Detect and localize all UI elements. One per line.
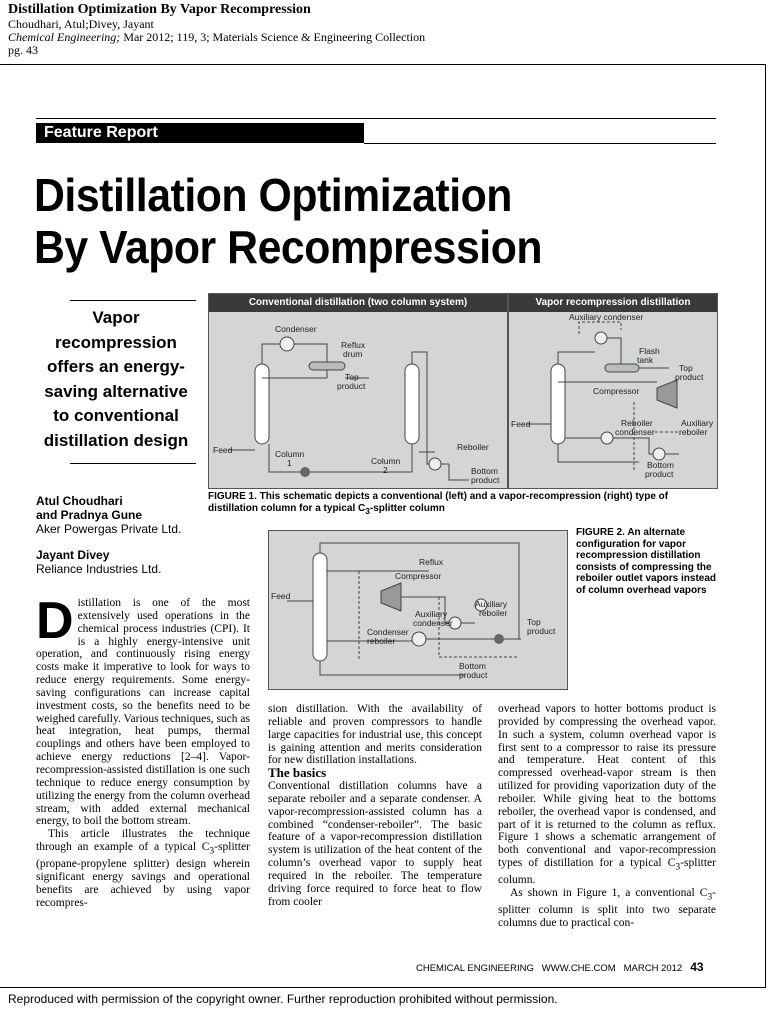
label-top-product: Top: [345, 372, 359, 382]
deck-line: to conventional: [53, 406, 179, 425]
label-column-1: Column: [275, 449, 305, 459]
label-feed: Feed: [511, 419, 531, 429]
label-aux-reboiler: Auxiliary: [475, 599, 508, 609]
label-reboiler-condenser: Reboiler: [621, 418, 653, 428]
drop-cap: D: [36, 592, 74, 650]
aux-reboiler-shape: [653, 448, 665, 460]
figure-1-caption-text: This schematic depicts a conventional (left) and a vapor-recompression (right) type of distillation column for a typical C: [208, 491, 669, 514]
label-reboiler-condenser: condenser: [615, 427, 655, 437]
deck-line: Vapor: [92, 308, 140, 327]
headline-line-1: Distillation Optimization: [34, 169, 512, 221]
body-text: -splitter column is split into two separate columns due to practical con-: [498, 887, 716, 930]
figure-1: [208, 293, 716, 487]
label-top-product: product: [675, 372, 704, 382]
document-citation: [8, 31, 425, 44]
body-paragraph: sion distillation. With the availability of reliable and proven compressors to handle large capacities for industrial use, this concept is gaining attention and merits consideration for new distillation installations.: [268, 703, 482, 767]
fig2-condenser-reboiler-shape: [412, 632, 426, 646]
figure-1-right-title: Vapor recompression distillation: [509, 294, 717, 312]
label-flash-tank: Flash: [639, 346, 660, 356]
body-paragraph: [498, 703, 716, 887]
label-condenser: Condenser: [275, 324, 317, 334]
figure-2-caption-text: An alternate configuration for vapor recompression distillation consists of compressing the reboiler outlet vapors instead of column overhead vapors: [576, 527, 717, 596]
label-bottom-product: product: [471, 475, 500, 485]
label-reflux-drum: drum: [343, 349, 363, 359]
compressor-shape: [657, 380, 677, 408]
author-affiliation: Aker Powergas Private Ltd.: [36, 522, 182, 536]
label-reflux: Reflux: [419, 557, 444, 567]
figure-1-caption-end: -splitter column: [369, 502, 445, 514]
conventional-distillation-schematic: [209, 312, 507, 488]
condenser-shape: [280, 337, 294, 351]
headline-line-2: By Vapor Recompression: [34, 221, 543, 273]
journal-name: Chemical Engineering;: [8, 30, 121, 44]
author-name: Atul Choudhari: [36, 494, 123, 508]
label-aux-condenser: Auxiliary condenser: [569, 312, 644, 322]
figure-1-caption-label: FIGURE 1.: [208, 491, 257, 502]
deck-line: offers an energy-: [47, 357, 185, 376]
deck-line: recompression: [55, 332, 177, 352]
deck-line: distillation design: [43, 430, 189, 450]
label-top-product: Top: [679, 363, 693, 373]
flash-tank-shape: [605, 364, 639, 372]
subscript: 3: [209, 845, 215, 857]
body-column-3: [498, 703, 716, 930]
section-label: Feature Report: [36, 123, 364, 143]
label-condenser-reboiler: Condenser: [367, 627, 409, 637]
label-reflux-drum: Reflux: [341, 340, 366, 350]
figure-2: [268, 530, 568, 690]
fig2-column-shape: [313, 553, 327, 661]
figure-1-left-title: Conventional distillation (two column system): [209, 294, 507, 312]
section-rule: [364, 143, 716, 144]
reproduction-notice: Reproduced with permission of the copyright owner. Further reproduction prohibited without permission.: [8, 992, 558, 1006]
label-top-product: product: [337, 381, 366, 391]
aux-condenser-shape: [595, 332, 607, 344]
body-paragraph: Conventional distillation columns have a separate reboiler and a separate condenser. A vapor-recompression-assisted column has a combined “condenser-reboiler”. The basic feature of a vapor-recompression distillation system is utilization of the heat content of the column’s overhead vapor to supply heat required in the reboiler. The temperature driving force required to force heat to flow from cooler: [268, 780, 482, 908]
label-bottom-product: Bottom: [647, 460, 674, 470]
document-authors: Choudhari, Atul;Divey, Jayant: [8, 17, 154, 31]
figure-2-caption: [576, 527, 718, 596]
alternate-vapor-recompression-schematic: [269, 531, 567, 689]
deck-rule-bottom: [70, 463, 196, 464]
author-block-1: [36, 494, 181, 536]
body-paragraph: [498, 887, 716, 930]
label-flash-tank: tank: [637, 355, 654, 365]
figure-1-caption: [208, 491, 716, 517]
label-aux-condenser: Auxiliary: [415, 609, 448, 619]
label-bottom-product: product: [459, 670, 488, 680]
reflux-drum-shape: [309, 362, 345, 370]
figure-1-caption-subscript: 3: [365, 505, 370, 516]
fig2-compressor-shape: [381, 583, 401, 611]
vr-column-shape: [551, 364, 565, 444]
deck-line: saving alternative: [44, 381, 188, 401]
label-aux-reboiler: reboiler: [479, 608, 508, 618]
author-affiliation: Reliance Industries Ltd.: [36, 562, 162, 576]
label-aux-reboiler: reboiler: [679, 427, 708, 437]
page-number: 43: [690, 960, 704, 974]
document-page: pg. 43: [8, 43, 38, 57]
label-reboiler: Reboiler: [457, 442, 489, 452]
label-column-2: 2: [383, 465, 388, 475]
label-bottom-product: Bottom: [471, 466, 498, 476]
body-column-2: [268, 703, 482, 909]
body-text: -splitter column.: [498, 857, 716, 887]
label-compressor: Compressor: [593, 386, 640, 396]
body-text: As shown in Figure 1, a conventional C: [510, 887, 708, 900]
label-feed: Feed: [213, 445, 233, 455]
author-block-2: [36, 548, 161, 576]
reboiler-condenser-shape: [601, 432, 613, 444]
body-paragraph: [36, 828, 250, 909]
label-aux-reboiler: Auxiliary: [681, 418, 714, 428]
subscript: 3: [707, 891, 713, 903]
top-rule: [36, 118, 716, 119]
column-2-shape: [405, 364, 419, 444]
label-feed: Feed: [271, 591, 291, 601]
author-name: and Pradnya Gune: [36, 508, 143, 522]
body-text: -splitter (propane-propylene splitter) design wherein significant energy savings and operational benefits are achieved by using vapor recompres-: [36, 841, 250, 909]
body-text: overhead vapors to hotter bottoms product is provided by compressing the overhead vapor. In such a system, column overhead vapor is first sent to a compressor to raise its pressure and temperature. Heat content of this compressed overhead-vapor stream is then utilized for providing vaporization duty of the reboiler. While giving heat to the bottoms reboiler, the overhead vapor is condensed, and part of it is returned to the column as reflux. Figure 1 shows a schematic arrangement of both conventional and vapor-recompression types of distillation for a typical C: [498, 703, 716, 870]
deck-rule-top: [70, 300, 196, 301]
section-heading: The basics: [268, 765, 327, 781]
subscript: 3: [675, 861, 681, 873]
document-title: Distillation Optimization By Vapor Recompression: [8, 2, 311, 17]
author-name: Jayant Divey: [36, 548, 110, 562]
page-footer: [416, 960, 704, 974]
pump-shape: [300, 467, 310, 477]
figure-1-right-panel: [508, 293, 718, 489]
label-top-product: product: [527, 626, 556, 636]
label-top-product: Top: [527, 617, 541, 627]
label-compressor: Compressor: [395, 571, 442, 581]
footer-text: CHEMICAL ENGINEERING WWW.CHE.COM MARCH 2012: [416, 963, 683, 974]
column-1-shape: [255, 364, 269, 444]
label-condenser-reboiler: reboiler: [367, 636, 396, 646]
body-text: This article illustrates the technique through an example of a typical C: [36, 828, 250, 854]
label-aux-condenser: condenser: [413, 618, 453, 628]
intro-paragraph: istillation is one of the most extensively used operations in the chemical process industries (CPI). It is a highly energy-intensive unit operation, and continuously rising energy costs make it imperative to look for ways to reduce energy requirements. Some energy-saving configurations can increase capital investment costs, so the benefits need to be weighed carefully. Various techniques, such as heat integration, heat pumps, thermal couplings and others have been employed to achieve energy reductions [2–4]. Vapor-recompression-assisted distillation is one such technique to reduce energy consumption by utilizing the energy from the column overhead stream, with added external mechanical energy, to boil the bottom stream.: [36, 597, 250, 828]
label-column-1: 1: [287, 458, 292, 468]
reboiler-shape: [429, 458, 441, 470]
deck: [36, 306, 196, 453]
figure-1-left-panel: [208, 293, 508, 489]
citation-details: Mar 2012; 119, 3; Materials Science & Engineering Collection: [120, 30, 426, 44]
vapor-recompression-schematic: [509, 312, 717, 488]
body-column-1: [36, 592, 250, 910]
label-bottom-product: Bottom: [459, 661, 486, 671]
label-column-2: Column: [371, 456, 401, 466]
label-bottom-product: product: [645, 469, 674, 479]
fig2-pump-shape: [494, 634, 504, 644]
figure-2-caption-label: FIGURE 2.: [576, 527, 625, 538]
